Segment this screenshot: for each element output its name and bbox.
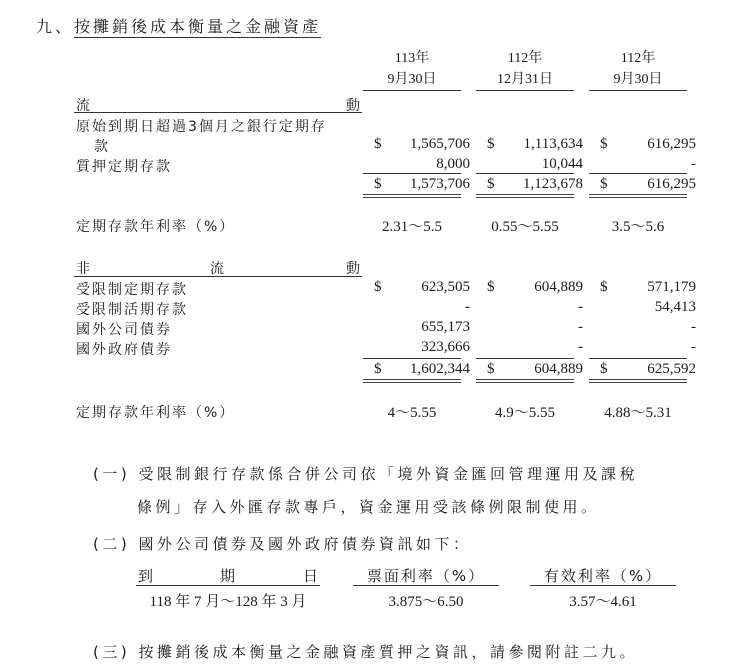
note-2 bbox=[93, 533, 472, 554]
row-label: 質押定期存款 bbox=[76, 159, 172, 175]
rate-value: 4.88～5.31 bbox=[604, 405, 672, 421]
note-1-cont: 條例」存入外匯存款專戶，資金運用受該條例限制使用。 bbox=[137, 498, 600, 516]
total-double-rule bbox=[589, 194, 687, 198]
column-year: 113年 bbox=[394, 51, 430, 66]
noncurrent-header-left: 非 bbox=[76, 261, 90, 277]
column-date: 12月31日 bbox=[497, 72, 553, 87]
current-header-rule bbox=[74, 112, 362, 113]
total-double-rule bbox=[476, 194, 574, 198]
note-text: 國外公司債券及國外政府債券資訊如下： bbox=[138, 535, 472, 553]
row-label: 原始到期日超過3個月之銀行定期存 bbox=[76, 119, 327, 135]
table-cell: $ 623,505 bbox=[374, 279, 470, 295]
total-double-rule bbox=[363, 379, 461, 383]
table-cell: - bbox=[691, 319, 696, 335]
total-double-rule bbox=[476, 379, 574, 383]
current-header-left: 流 bbox=[76, 98, 90, 114]
section-number: 九、 bbox=[36, 17, 75, 36]
rate-value: 4～5.55 bbox=[387, 405, 437, 421]
total-double-rule bbox=[589, 379, 687, 383]
table-cell: 323,666 bbox=[421, 339, 470, 355]
note-text: 按攤銷後成本衡量之金融資產質押之資訊，請參閱附註二九。 bbox=[138, 643, 639, 661]
table-cell: $ 1,565,706 bbox=[374, 136, 470, 152]
bond-maturity: 118 年 7 月～128 年 3 月 bbox=[149, 594, 307, 610]
table-cell: 54,413 bbox=[654, 299, 696, 315]
total-double-rule bbox=[363, 194, 461, 198]
column-date: 9月30日 bbox=[613, 72, 663, 87]
row-label: 受限制活期存款 bbox=[76, 302, 188, 318]
noncurrent-header-rule bbox=[74, 276, 362, 277]
bond-header-coupon: 票面利率（%） bbox=[353, 565, 499, 586]
table-cell: - bbox=[465, 299, 470, 315]
total-cell: $ 616,295 bbox=[600, 176, 696, 192]
note-marker: (二) bbox=[93, 535, 131, 553]
bond-effective: 3.57～4.61 bbox=[569, 594, 637, 610]
note-3 bbox=[93, 641, 638, 662]
section-title bbox=[36, 14, 321, 37]
table-cell: $ 1,113,634 bbox=[487, 136, 583, 152]
rate-label: 定期存款年利率（%） bbox=[76, 219, 236, 235]
table-cell: $ 604,889 bbox=[487, 279, 583, 295]
bond-header-maturity: 到 期 日 bbox=[138, 567, 318, 585]
table-cell: 8,000 bbox=[436, 156, 470, 172]
note-1 bbox=[93, 463, 638, 484]
total-cell: $ 1,123,678 bbox=[487, 176, 583, 192]
column-header-1 bbox=[363, 48, 461, 91]
row-label: 國外公司債券 bbox=[76, 322, 172, 338]
total-cell: $ 625,592 bbox=[600, 361, 696, 377]
rate-label: 定期存款年利率（%） bbox=[76, 405, 236, 421]
column-year: 112年 bbox=[620, 51, 656, 66]
table-cell: - bbox=[691, 156, 696, 172]
table-cell: $ 571,179 bbox=[600, 279, 696, 295]
table-cell: - bbox=[578, 319, 583, 335]
column-header-2 bbox=[476, 48, 574, 91]
noncurrent-header-right: 動 bbox=[346, 261, 360, 277]
total-cell: $ 1,602,344 bbox=[374, 361, 470, 377]
section-title-text: 按攤銷後成本衡量之金融資產 bbox=[74, 17, 322, 36]
current-header-right: 動 bbox=[346, 98, 360, 114]
table-cell: 10,044 bbox=[541, 156, 583, 172]
column-date: 9月30日 bbox=[387, 72, 437, 87]
total-cell: $ 604,889 bbox=[487, 361, 583, 377]
row-label: 國外政府債券 bbox=[76, 342, 172, 358]
rate-value: 3.5～5.6 bbox=[611, 219, 665, 235]
column-year: 112年 bbox=[507, 51, 543, 66]
total-cell: $ 1,573,706 bbox=[374, 176, 470, 192]
rate-value: 2.31～5.5 bbox=[381, 219, 442, 235]
note-text: 受限制銀行存款係合併公司依「境外資金匯回管理運用及課稅 bbox=[138, 465, 639, 483]
table-cell: $ 616,295 bbox=[600, 136, 696, 152]
table-cell: - bbox=[578, 339, 583, 355]
note-marker: (三) bbox=[93, 643, 131, 661]
noncurrent-header-mid: 流 bbox=[210, 261, 224, 277]
bond-coupon: 3.875～6.50 bbox=[388, 594, 464, 610]
bond-header-effective: 有效利率（%） bbox=[530, 565, 676, 586]
table-cell: 655,173 bbox=[421, 319, 470, 335]
table-cell: - bbox=[691, 339, 696, 355]
table-cell: - bbox=[578, 299, 583, 315]
note-marker: (一) bbox=[93, 465, 131, 483]
row-label-cont: 款 bbox=[94, 139, 110, 155]
rate-value: 4.9～5.55 bbox=[494, 405, 555, 421]
rate-value: 0.55～5.55 bbox=[491, 219, 559, 235]
column-header-3 bbox=[589, 48, 687, 91]
row-label: 受限制定期存款 bbox=[76, 282, 188, 298]
